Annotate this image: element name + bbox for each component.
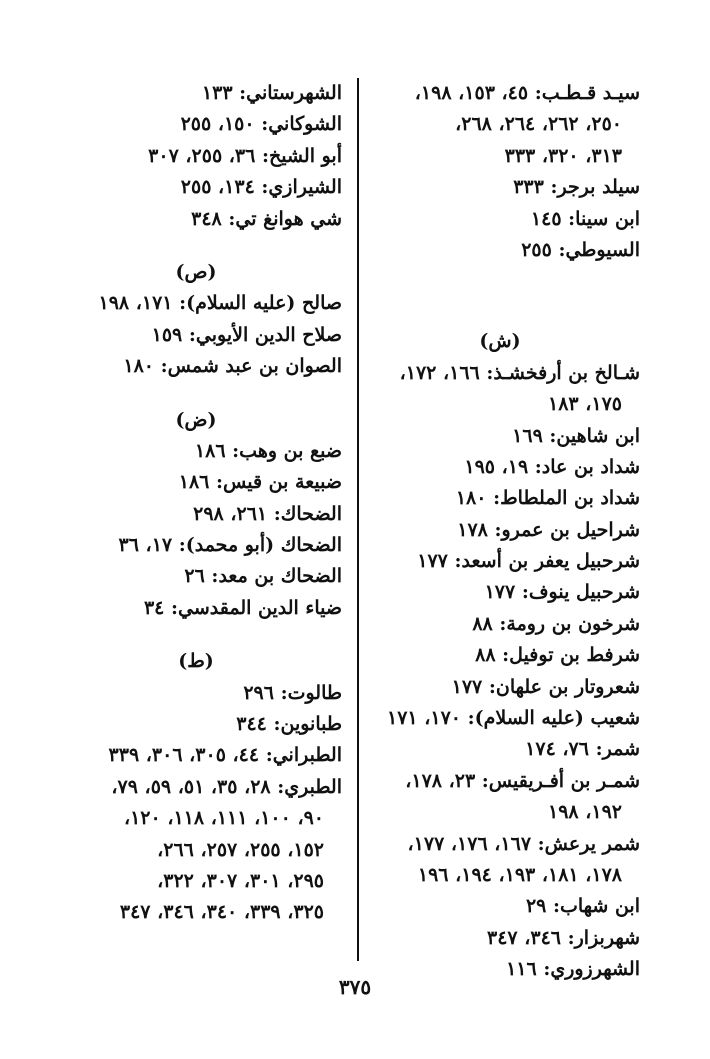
index-entry: ابن شاهين: ١٦٩ — [512, 424, 640, 447]
index-entry: طبانوين: ٣٤٤ — [236, 713, 342, 736]
index-entry: شعيب (عليه السلام): ١٧٠، ١٧١ — [387, 707, 640, 730]
index-entry-continuation: ٢٩٥، ٣٠١، ٣٠٧، ٣٢٢، — [157, 869, 324, 892]
section-gap — [50, 624, 342, 646]
index-entry: سيلد برجر: ٣٣٣ — [513, 176, 640, 199]
section-letter-heading: (ض) — [175, 408, 217, 431]
index-entry: شداد بن عاد: ١٩، ١٩٥ — [464, 455, 640, 478]
index-entry: شرخون بن رومة: ٨٨ — [472, 612, 640, 635]
index-column-left — [50, 78, 342, 929]
index-entry-continuation: ٣٢٥، ٣٣٩، ٣٤٠، ٣٤٦، ٣٤٧ — [119, 901, 324, 924]
index-entry: الضحاك بن معد: ٢٦ — [184, 565, 342, 588]
index-entry: الطبراني: ٤٤، ٣٠٥، ٣٠٦، ٣٣٩ — [108, 744, 342, 767]
index-entry-continuation: ٩٠، ١٠٠، ١١١، ١١٨، ١٢٠، — [123, 807, 324, 830]
index-entry: شداد بن الملطاط: ١٨٠ — [455, 487, 640, 510]
index-entry: السيوطي: ٢٥٥ — [521, 238, 640, 261]
index-entry-continuation: ١٧٥، ١٨٣ — [548, 393, 622, 416]
index-entry: شرحبيل ينوف: ١٧٧ — [484, 581, 640, 604]
section-letter-heading: (ط) — [178, 650, 214, 673]
index-entry: ابن سينا: ١٤٥ — [530, 207, 640, 230]
section-letter-heading: (ش) — [479, 330, 521, 353]
index-entry: الضحاك: ٢٦١، ٢٩٨ — [193, 502, 342, 525]
index-entry: الصوان بن عبد شمس: ١٨٠ — [123, 355, 342, 378]
index-entry: شمر يرعش: ١٦٧، ١٧٦، ١٧٧، — [407, 832, 640, 855]
index-entry: صلاح الدين الأيوبي: ١٥٩ — [151, 323, 342, 346]
index-entry: الشوكاني: ١٥٠، ٢٥٥ — [180, 113, 342, 136]
section-letter-heading: (ص) — [175, 260, 217, 283]
index-entry: ابن شهاب: ٢٩ — [525, 895, 640, 918]
index-entry: شي هوانغ تي: ٣٤٨ — [191, 207, 342, 230]
section-gap — [50, 235, 342, 257]
index-entry: الشهرستاني: ١٣٣ — [201, 82, 342, 104]
page-number: ٣٧٥ — [338, 975, 372, 999]
index-entry: طالوت: ٢٩٦ — [243, 681, 342, 704]
index-entry-continuation: ١٥٢، ٢٥٥، ٢٥٧، ٢٦٦، — [157, 838, 324, 861]
index-entry: شرفط بن توفيل: ٨٨ — [475, 644, 640, 667]
index-entry: ضبع بن وهب: ١٨٦ — [194, 439, 342, 462]
index-entry: سيـد قـطـب: ٤٥، ١٥٣، ١٩٨، — [414, 82, 640, 104]
index-entry-continuation: ١٧٨، ١٨١، ١٩٣، ١٩٤، ١٩٦ — [417, 863, 622, 886]
section-gap — [50, 383, 342, 405]
index-entry: شعروتار بن علهان: ١٧٧ — [451, 675, 640, 698]
index-entry: الطبري: ٢٨، ٣٥، ٥١، ٥٩، ٧٩، — [111, 775, 342, 798]
index-column-right — [360, 78, 640, 986]
index-entry: شراحيل بن عمرو: ١٧٨ — [457, 518, 640, 541]
index-entry: صالح (عليه السلام): ١٧١، ١٩٨ — [98, 292, 342, 315]
index-entry: الشهرزوري: ١١٦ — [506, 958, 640, 981]
index-entry-continuation: ٢٥٠، ٢٦٢، ٢٦٤، ٢٦٨، — [455, 113, 622, 136]
index-entry: شـالخ بن أرفخشـذ: ١٦٦، ١٧٢، — [399, 361, 640, 384]
index-entry: الضحاك (أبو محمد): ١٧، ٣٦ — [118, 534, 342, 557]
index-entry: ضبيعة بن قيس: ١٨٦ — [178, 471, 342, 494]
section-gap — [360, 266, 640, 326]
index-entry: شمـر بن أفـريقيس: ٢٣، ١٧٨، — [405, 769, 640, 792]
index-entry: أبو الشيخ: ٣٦، ٢٥٥، ٣٠٧ — [148, 144, 342, 167]
index-entry: شهربزار: ٣٤٦، ٣٤٧ — [486, 926, 640, 949]
index-entry: الشيرازي: ١٣٤، ٢٥٥ — [180, 176, 342, 199]
index-entry: ضياء الدين المقدسي: ٣٤ — [143, 596, 342, 619]
index-entry-continuation: ١٩٢، ١٩٨ — [548, 801, 622, 824]
index-entry: شرحبيل يعفر بن أسعد: ١٧٧ — [417, 550, 640, 573]
index-entry: شمر: ٧٦، ١٧٤ — [525, 738, 640, 761]
column-divider — [357, 78, 359, 961]
index-entry-continuation: ٣١٣، ٣٢٠، ٣٣٣ — [504, 144, 622, 167]
